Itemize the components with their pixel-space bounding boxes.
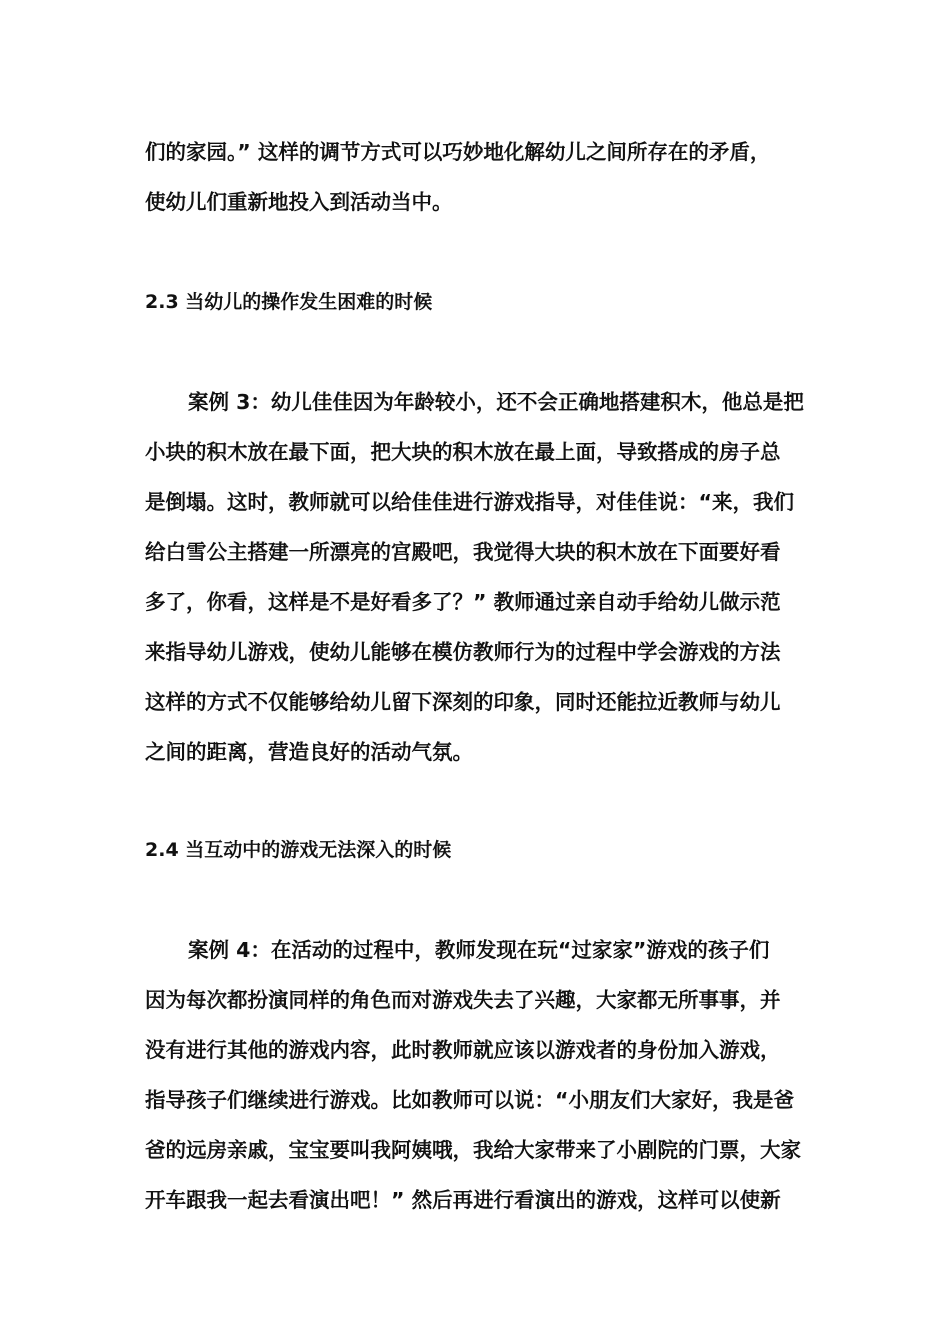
- case-3-line: 来指导幼儿游戏，使幼儿能够在模仿教师行为的过程中学会游戏的方法: [145, 640, 781, 664]
- case-4-line: 开车跟我一起去看演出吧！” 然后再进行看演出的游戏，这样可以使新: [145, 1188, 781, 1212]
- case-3-line: 小块的积木放在最下面，把大块的积木放在最上面，导致搭成的房子总: [145, 440, 781, 464]
- case-4-line: 爸的远房亲戚，宝宝要叫我阿姨哦，我给大家带来了小剧院的门票，大家: [145, 1138, 801, 1162]
- section-heading-2-3: 2.3 当幼儿的操作发生困难的时候: [145, 291, 433, 313]
- case-3-line: 多了，你看，这样是不是好看多了？” 教师通过亲自动手给幼儿做示范: [145, 590, 781, 614]
- case-3-line: 案例 3：幼儿佳佳因为年龄较小，还不会正确地搭建积木，他总是把: [188, 390, 804, 414]
- case-3-line: 给白雪公主搭建一所漂亮的宫殿吧，我觉得大块的积木放在下面要好看: [145, 540, 781, 564]
- case-4-line: 案例 4：在活动的过程中，教师发现在玩“过家家”游戏的孩子们: [188, 938, 770, 962]
- case-4-line: 指导孩子们继续进行游戏。比如教师可以说：“小朋友们大家好，我是爸: [145, 1088, 794, 1112]
- section-heading-2-4: 2.4 当互动中的游戏无法深入的时候: [145, 839, 452, 861]
- case-3-line: 这样的方式不仅能够给幼儿留下深刻的印象，同时还能拉近教师与幼儿: [145, 690, 781, 714]
- case-3-line: 之间的距离，营造良好的活动气氛。: [145, 740, 473, 764]
- case-4-line: 因为每次都扮演同样的角色而对游戏失去了兴趣，大家都无所事事，并: [145, 988, 781, 1012]
- paragraph-line: 使幼儿们重新地投入到活动当中。: [145, 190, 453, 214]
- case-3-line: 是倒塌。这时，教师就可以给佳佳进行游戏指导，对佳佳说：“来，我们: [145, 490, 794, 514]
- case-4-line: 没有进行其他的游戏内容，此时教师就应该以游戏者的身份加入游戏，: [145, 1038, 781, 1062]
- paragraph-line: 们的家园。” 这样的调节方式可以巧妙地化解幼儿之间所存在的矛盾，: [145, 140, 771, 164]
